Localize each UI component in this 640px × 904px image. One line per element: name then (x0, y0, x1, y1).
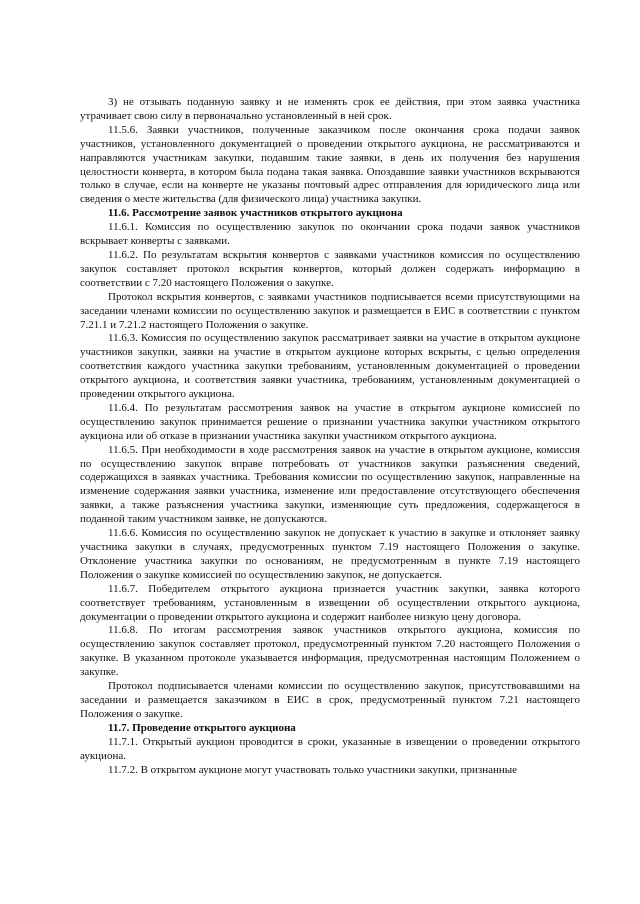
paragraph-11-6-3: 11.6.3. Комиссия по осуществлению закупок рассматривает заявки на участие в открытом аукционе участников закупки, заявки на участие в открытом аукционе которых вскрыты, с целью определения соответствия каждого участника закупки требованиям, установленным документацией о проведении открытого аукциона, и соответствия заявки участника, требованиям, установленным документацией о проведении открытого аукциона. (80, 332, 580, 401)
document-page (80, 96, 580, 777)
section-heading-11-7: 11.7. Проведение открытого аукциона (108, 721, 296, 734)
paragraph-item-3-conditions: 3) не отзывать поданную заявку и не изменять срок ее действия, при этом заявка участника утрачивает свою силу в первоначально установленный в ней срок. (80, 96, 580, 122)
paragraph-11-5-6: 11.5.6. Заявки участников, полученные заказчиком после окончания срока подачи заявок участников, установленного документацией о проведении открытого аукциона, не рассматриваются и направляются участникам закупки, подавшим такие заявки, в день их получения без нарушения целостности конверта, в котором была подана такая заявка. Опоздавшие заявки участников вскрываются только в случае, если на конверте не указаны почтовый адрес отправления для юридического лица или сведения о месте жительства (для физического лица) участника закупки. (80, 123, 580, 206)
paragraph-11-6-5: 11.6.5. При необходимости в ходе рассмотрения заявок на участие в открытом аукционе, комиссия по осуществлению закупок вправе потребовать от участников закупки разъяснения сведений, содержащихся в заявках участника. Требования комиссии по осуществлению закупок, направленные на изменение содержания заявки участника, изменение или предоставление отсутствующего обеспечения заявки, а также разъяснения участника закупки, изменяющие суть предложения, содержащегося в поданной таким участником заявке, не допускаются. (80, 443, 580, 526)
paragraph-11-7-2: 11.7.2. В открытом аукционе могут участвовать только участники закупки, признанные (108, 763, 518, 776)
paragraph-11-6-2: 11.6.2. По результатам вскрытия конвертов с заявками участников комиссия по осуществлению закупок составляет протокол вскрытия конвертов, который должен содержать информацию в соответствии с 7.20 настоящего Положения о закупке. (80, 248, 580, 289)
paragraph-11-7-1: 11.7.1. Открытый аукцион проводится в сроки, указанные в извещении о проведении открытого аукциона. (80, 735, 580, 762)
paragraph-11-6-8: 11.6.8. По итогам рассмотрения заявок участников открытого аукциона, комиссия по осуществлению закупок составляет протокол, предусмотренный пунктом 7.20 настоящего Положения о закупке. В указанном протоколе указывается информация, предусмотренная настоящим Положением о закупке. (80, 624, 580, 679)
paragraph-11-6-6: 11.6.6. Комиссия по осуществлению закупок не допускает к участию в закупке и отклоняет заявку участника закупки в случаях, предусмотренных пунктом 7.19 настоящего Положения о закупке. Отклонение участника закупки по основаниям, не предусмотренным в пункте 7.19 настоящего Положения о закупке комиссией по осуществлению закупок, не допускается. (80, 527, 580, 581)
paragraph-11-6-4: 11.6.4. По результатам рассмотрения заявок на участие в открытом аукционе комиссией по осуществлению закупок принимается решение о признании участника закупки участником открытого аукциона или об отказе в признании участника закупки участником открытого аукциона. (80, 401, 580, 442)
paragraph-protocol-signing: Протокол подписывается членами комиссии по осуществлению закупок, присутствовавшими на заседании и размещается заказчиком в ЕИС в срок, предусмотренный пунктом 7.21 настоящего Положения о закупке. (80, 680, 580, 720)
paragraph-protocol-opening: Протокол вскрытия конвертов, с заявками участников подписывается всеми присутствующими на заседании членами комиссии по осуществлению закупок и размещается в ЕИС в соответствии с пунктом 7.21.1 и 7.21.2 настоящего Положения о закупке. (80, 290, 580, 331)
section-heading-11-6: 11.6. Рассмотрение заявок участников открытого аукциона (108, 207, 403, 220)
paragraph-11-6-1: 11.6.1. Комиссия по осуществлению закупок по окончании срока подачи заявок участников вскрывает конверты с заявками. (80, 221, 580, 248)
paragraph-11-6-7: 11.6.7. Победителем открытого аукциона признается участник закупки, заявка которого соответствует требованиям, установленным в извещении об осуществлении открытого аукциона, документации о проведении открытого аукциона и содержит наиболее низкую цену договора. (80, 582, 580, 623)
